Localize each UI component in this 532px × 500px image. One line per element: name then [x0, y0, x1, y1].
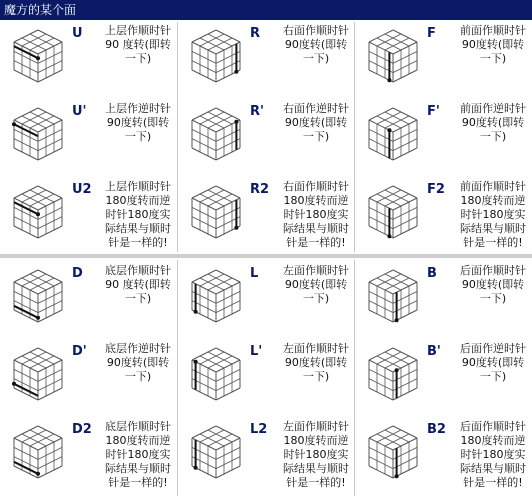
move-description: 右面作顺时针 90度转(即转 一下) [283, 24, 349, 65]
cube-diagram [186, 104, 246, 164]
move-description: 上层作顺时针 180度转而逆 时针180度实 际结果与顺时 针是一样的! [105, 180, 171, 249]
move-notation: L' [250, 344, 263, 359]
cube-diagram [186, 182, 246, 242]
move-cell [178, 22, 355, 100]
move-cell [355, 262, 532, 340]
move-notation: R [250, 26, 261, 41]
cube-diagram [8, 26, 68, 86]
move-cell [0, 100, 177, 178]
move-notation: L2 [250, 422, 268, 437]
move-cell [355, 418, 532, 496]
move-notation: R2 [250, 182, 270, 197]
move-notation: U' [72, 104, 87, 119]
cube-diagram [363, 266, 423, 326]
move-description: 前面作顺时针 180度转而逆 时针180度实 际结果与顺时 针是一样的! [460, 180, 526, 249]
cube-diagram [363, 26, 423, 86]
move-description: 左面作顺时针 180度转而逆 时针180度实 际结果与顺时 针是一样的! [283, 420, 349, 489]
move-notation: U [72, 26, 83, 41]
move-description: 后面作逆时针 90度转(即转 一下) [460, 342, 526, 383]
cube-diagram [8, 104, 68, 164]
cube-diagram [363, 344, 423, 404]
move-description: 右面作逆时针 90度转(即转 一下) [283, 102, 349, 143]
move-notation: D2 [72, 422, 92, 437]
move-cell [178, 100, 355, 178]
move-description: 底层作顺时针 90 度转(即转 一下) [105, 264, 171, 305]
move-cell [0, 340, 177, 418]
cube-diagram [8, 266, 68, 326]
cube-diagram [186, 26, 246, 86]
move-cell [178, 262, 355, 340]
move-cell [178, 340, 355, 418]
move-description: 右面作顺时针 180度转而逆 时针180度实 际结果与顺时 针是一样的! [283, 180, 349, 249]
move-description: 底层作逆时针 90度转(即转 一下) [105, 342, 171, 383]
move-cell [355, 178, 532, 256]
cube-diagram [8, 344, 68, 404]
cube-diagram [8, 182, 68, 242]
cube-diagram [363, 104, 423, 164]
move-cell [0, 418, 177, 496]
cube-diagram [363, 182, 423, 242]
move-description: 前面作逆时针 90度转(即转 一下) [460, 102, 526, 143]
move-notation: B [427, 266, 437, 281]
move-notation: B' [427, 344, 441, 359]
move-notation: F' [427, 104, 440, 119]
move-description: 后面作顺时针 90度转(即转 一下) [460, 264, 526, 305]
move-notation: F2 [427, 182, 445, 197]
move-description: 左面作顺时针 90度转(即转 一下) [283, 342, 349, 383]
cube-diagram [186, 266, 246, 326]
move-cell [355, 340, 532, 418]
cube-diagram [186, 422, 246, 482]
move-notation: U2 [72, 182, 92, 197]
move-notation: R' [250, 104, 264, 119]
cube-diagram [363, 422, 423, 482]
move-cell [0, 178, 177, 256]
move-notation: D [72, 266, 83, 281]
move-cell [178, 418, 355, 496]
move-description: 前面作顺时针 90度转(即转 一下) [460, 24, 526, 65]
move-notation: F [427, 26, 436, 41]
move-notation: D' [72, 344, 87, 359]
move-cell [178, 178, 355, 256]
move-cell [0, 262, 177, 340]
move-description: 后面作顺时针 180度转而逆 时针180度实 际结果与顺时 针是一样的! [460, 420, 526, 489]
move-notation: B2 [427, 422, 446, 437]
move-description: 底层作顺时针 180度转而逆 时针180度实 际结果与顺时 针是一样的! [105, 420, 171, 489]
move-cell [355, 100, 532, 178]
move-cell [0, 22, 177, 100]
move-description: 上层作逆时针 90度转(即转 一下) [105, 102, 171, 143]
cube-diagram [186, 344, 246, 404]
page-title: 魔方的某个面 [0, 0, 532, 20]
move-description: 左面作顺时针 90度转(即转 一下) [283, 264, 349, 305]
move-notation: L [250, 266, 259, 281]
move-description: 上层作顺时针 90 度转(即转 一下) [105, 24, 171, 65]
cube-diagram [8, 422, 68, 482]
move-cell [355, 22, 532, 100]
